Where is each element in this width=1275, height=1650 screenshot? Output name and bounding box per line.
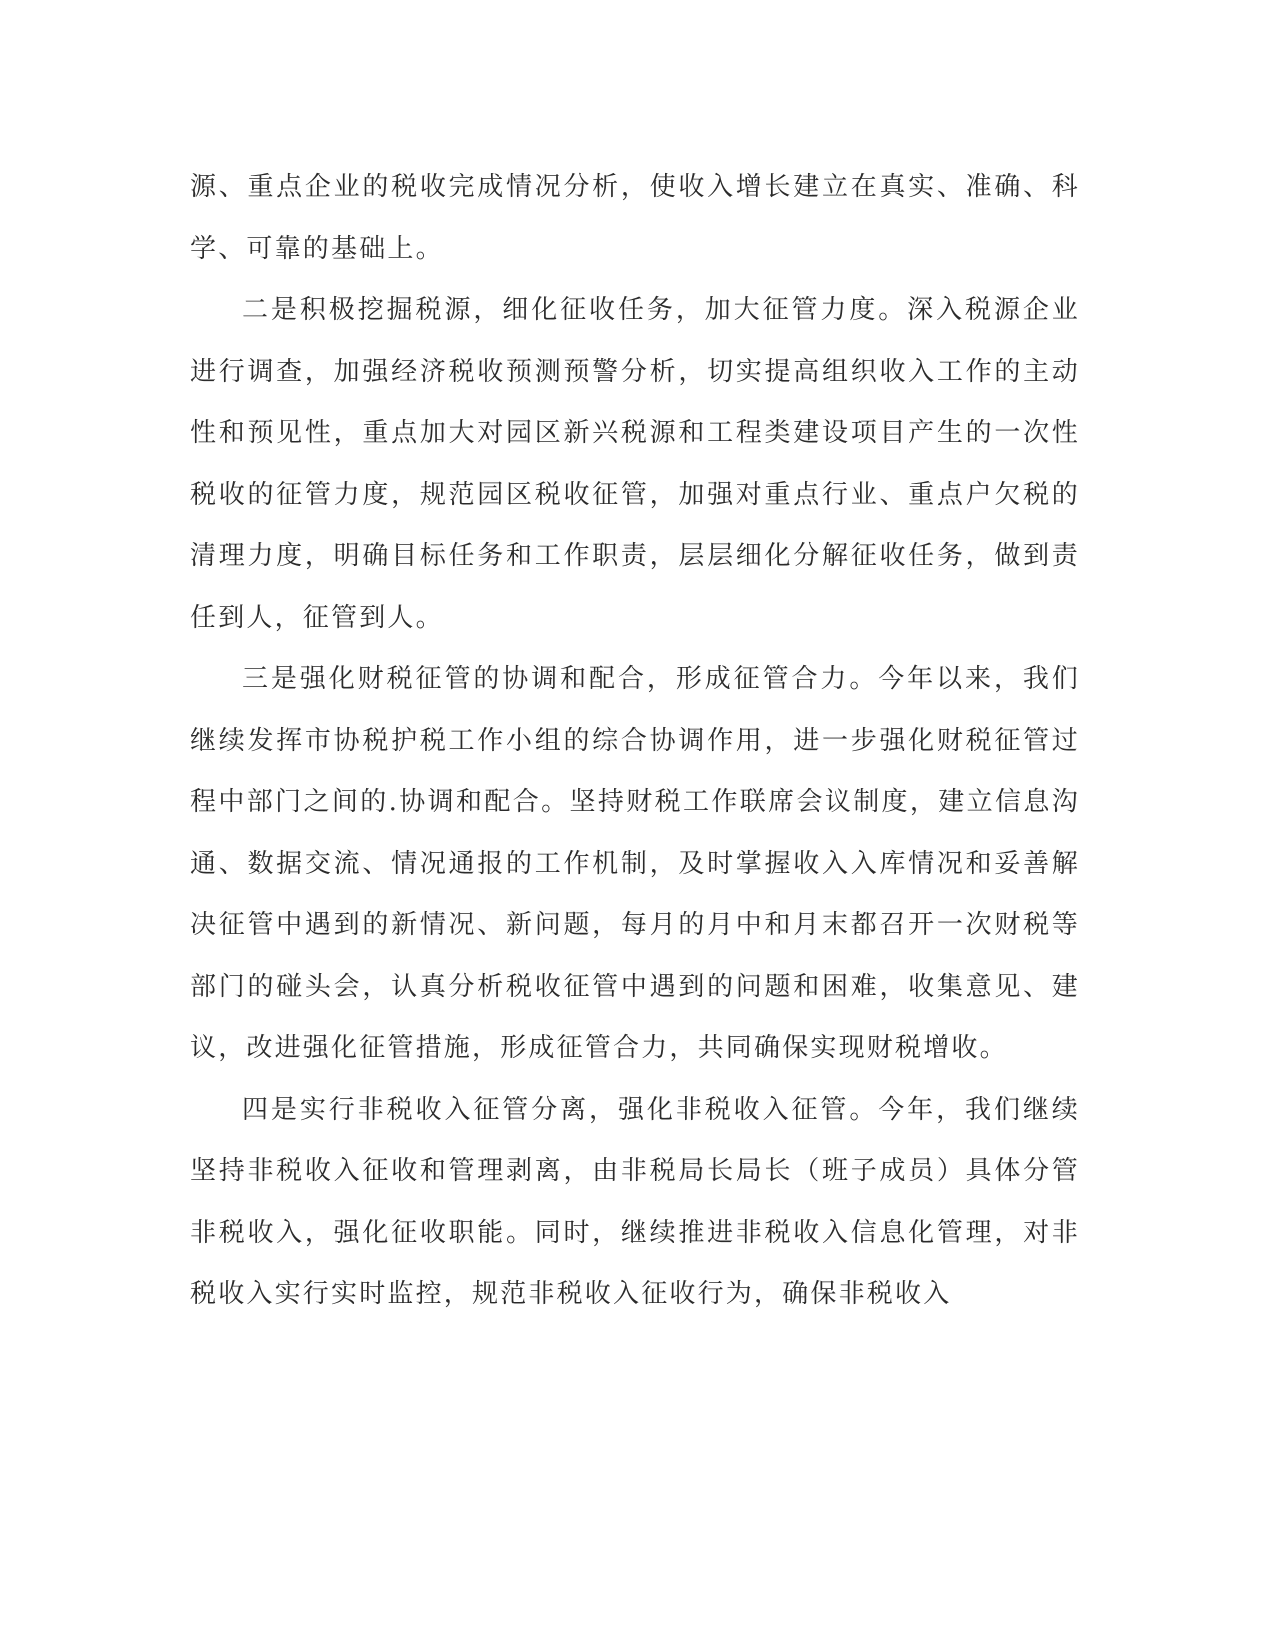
paragraph-1: 源、重点企业的税收完成情况分析，使收入增长建立在真实、准确、科学、可靠的基础上。 [190,172,1080,264]
paragraph-3: 三是强化财税征管的协调和配合，形成征管合力。今年以来，我们继续发挥市协税护税工作小组的综合协调作用，进一步强化财税征管过程中部门之间的.协调和配合。坚持财税工作联席会议制度，建立信息沟通、数据交流、情况通报的工作机制，及时掌握收入入库情况和妥善解决征管中遇到的新情况、新问题，每月的月中和月末都召开一次财税等部门的碰头会，认真分析税收征管中遇到的问题和困难，收集意见、建议，改进强化征管措施，形成征管合力，共同确保实现财税增收。 [190,664,1080,1063]
paragraph-4: 四是实行非税收入征管分离，强化非税收入征管。今年，我们继续坚持非税收入征收和管理剥离，由非税局长局长（班子成员）具体分管非税收入，强化征收职能。同时，继续推进非税收入信息化管理，对非税收入实行实时监控，规范非税收入征收行为，确保非税收入 [190,1094,1080,1309]
paragraph-2: 二是积极挖掘税源，细化征收任务，加大征管力度。深入税源企业进行调查，加强经济税收预测预警分析，切实提高组织收入工作的主动性和预见性，重点加大对园区新兴税源和工程类建设项目产生的一次性税收的征管力度，规范园区税收征管，加强对重点行业、重点户欠税的清理力度，明确目标任务和工作职责，层层细化分解征收任务，做到责任到人，征管到人。 [190,295,1080,633]
document-body [190,157,1080,1326]
